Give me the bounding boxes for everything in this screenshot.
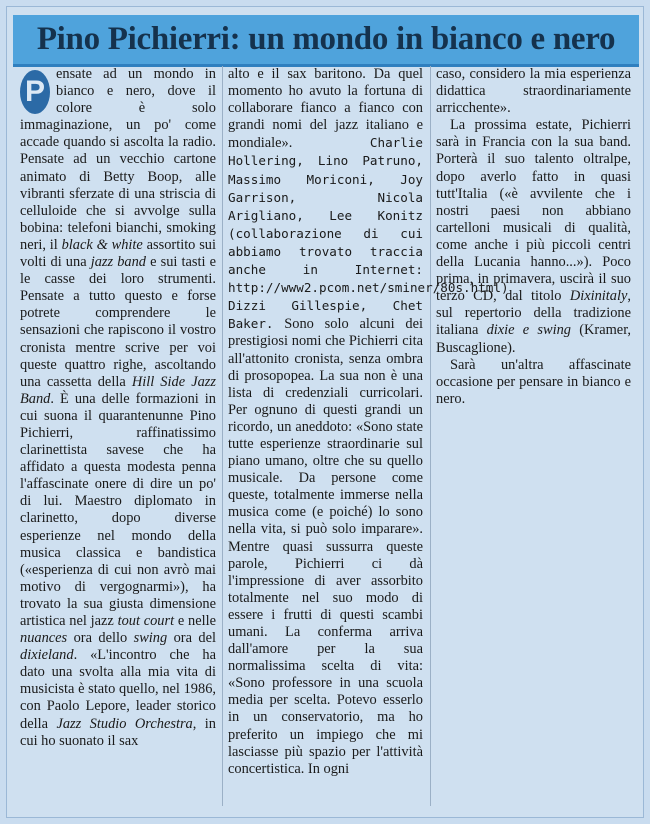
text-run: . «L'incontro che ha dato una svolta alla mia vita di musicista è stato quello, nel 1986, con Paolo Lepore, leader storico della: [20, 647, 216, 732]
text-run: ora del: [167, 630, 216, 647]
headline-banner: [13, 15, 639, 67]
monospace-text: Charlie Hollering, Lino Patruno, Massimo Moriconi, Joy Garrison, Nicola Arigliano, Lee Konitz (collaborazione di cui abbiamo trovato traccia anche in Internet: http://www2.pcom.net/sminer/80s.html) Dizzi Gillespie, Chet Baker.: [228, 135, 509, 332]
italic-text: nuances: [20, 630, 68, 647]
paragraph: [436, 117, 631, 356]
text-run: La prossima estate, Pichierri sarà in Francia con la sua band. Porterà il suo talento oltralpe, dopo averlo fatto in quasi tutt'Italia («è avvilente che i nostri paesi non abbiano cartelloni musicali di qualità, come anche i più piccoli centri della Lucania hanno...»). Poco prima, in primavera, uscirà il suo terzo CD, dal titolo: [436, 117, 631, 305]
text-run: (Kramer, Buscaglione).: [436, 322, 632, 356]
italic-text: tout court: [117, 613, 175, 629]
italic-text: dixie e swing: [486, 322, 572, 339]
italic-text: Jazz Studio Orchestra: [56, 715, 193, 732]
text-run: Sono solo alcuni dei prestigiosi nomi che Pichierri cita all'attonito cronista, senza ombra di prosopopea. La sua non è una lista di credenziali curricolari. Per ognuno di questi grandi un ricordo, un aneddoto: «Sono state tutte esperienze straordinarie sul piano umano, oltre che su quello musicale. Da persone come queste, totalmente immerse nella musica come (e poiché) lo sono nella vita, si può solo imparare». Mentre quasi sussurra queste parole, Pichierri ci dà l'impressione di aver assorbito totalmente nel suo modo di essere i frutti di questi scambi umani. La conferma arriva dall'amore per la sua normalissima scelta di vita: «Sono professore in una scuola media per scelta. Potevo esserlo in un conservatorio, ma ho preferito un impiego che mi lasciasse più spazio per l'attività concertistica. In ogni: [228, 316, 423, 777]
paragraph: [436, 66, 631, 117]
text-run: ensate ad un mondo in bianco e nero, dove il colore è solo immaginazione, un po' come accade quando si ascolta la radio. Pensate ad un vecchio cartone animato di Betty Boop, alle vibranti sferzate di una striscia di celluloide che si avvolge sulla bobina: telefoni bianchi, smoking neri, il: [20, 66, 216, 253]
article-column-3: [436, 66, 631, 408]
italic-text: Dixinitaly: [569, 288, 628, 305]
text-run: , sul repertorio della tradizione italiana: [436, 288, 631, 339]
paragraph: [228, 66, 509, 778]
text-run: e nelle: [174, 613, 216, 629]
text-run: . È una delle formazioni in cui suona il quarantenunne Pino Pichierri, raffinatissimo clarinettista savese che ha affidato a questa modesta penna l'affascinate onere di dire un po' di lui. Maestro diplomato in clarinetto, dopo diverse esperienze nel mondo della musica classica e bandistica («esperienza di cui non avrò mai motivo di vergognarmi»), ha trovato la sua giusta dimensione artistica nel jazz: [20, 390, 216, 629]
paragraph: [436, 357, 631, 408]
text-run: ora dello: [67, 630, 134, 647]
italic-text: swing: [133, 630, 168, 647]
paragraph: [20, 66, 216, 750]
column-divider: [430, 66, 431, 806]
text-run: , in cui ho suonato il sax: [20, 715, 216, 749]
italic-text: Hill Side Jazz Band: [20, 373, 216, 407]
headline-title: Pino Pichierri: un mondo in bianco e nero: [36, 21, 616, 57]
italic-text: jazz band: [90, 254, 146, 271]
article-column-2: [228, 66, 509, 778]
text-run: alto e il sax baritono. Da quel momento ho avuto la fortuna di collaborare fianco a fianco con grandi nomi del jazz italiano e mondiale».: [228, 66, 423, 152]
text-run: assortito sui volti di una: [20, 236, 216, 271]
italic-text: dixieland: [20, 647, 74, 664]
drop-cap: P: [20, 70, 50, 114]
text-run: e sui tasti e le casse dei loro strumenti. Pensate a tutto questo e forse potrete comprendere le sensazioni che rapiscono il vostro cronista mentre scrive per voi queste quattro righe, ascoltando una cassetta della: [20, 254, 216, 390]
italic-text: black & white: [61, 236, 143, 253]
article-column-1: [20, 66, 216, 750]
column-divider: [222, 66, 223, 806]
text-run: caso, considero la mia esperienza didattica straordinariamente arricchente».: [436, 66, 631, 117]
text-run: Sarà un'altra affascinate occasione per pensare in bianco e nero.: [436, 356, 631, 407]
